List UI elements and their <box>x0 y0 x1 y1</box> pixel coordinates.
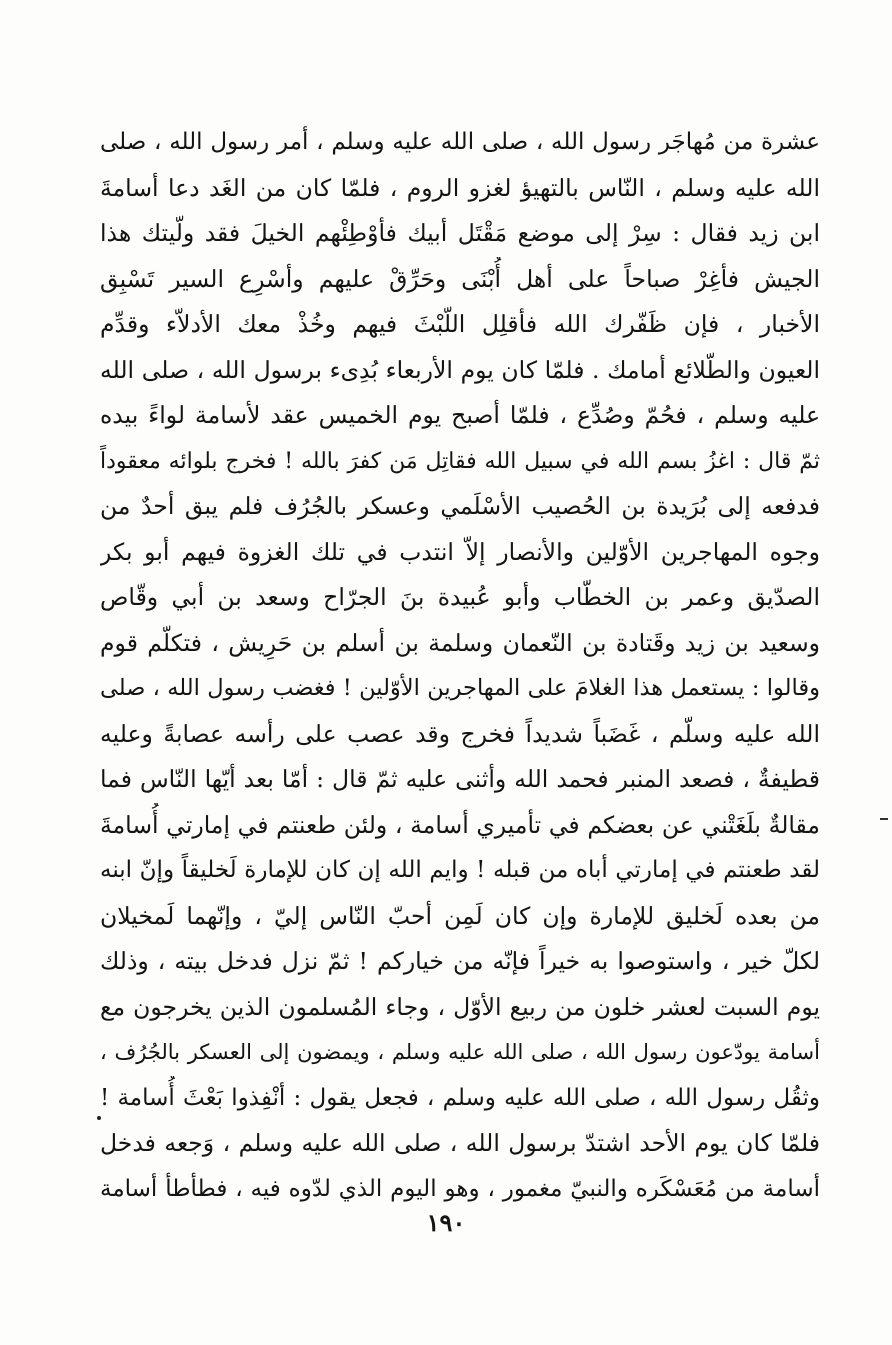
text-line: الجيش فأغِرْ صباحاً على أهل أُبْنَى وحَرِّقْ عليهم وأسْرِع السير تَسْبِق <box>100 264 820 293</box>
text-line: فلمّا كان يوم الأحد اشتدّ برسول الله ، صلى الله عليه وسلم ، وَجعه فدخل <box>100 1129 820 1157</box>
body-text <box>100 120 820 1212</box>
text-line: ثمّ قال : اغزُ بسم الله في سبيل الله فقاتِل مَن كفرَ بالله ! فخرج بلوائه معقوداً <box>100 448 820 474</box>
text-line: لكلّ خير ، واستوصوا به خيراً فإنّه من خياركم ! ثمّ نزل فدخل بيته ، وذلك <box>100 947 820 975</box>
scan-artifact-mark <box>880 818 888 820</box>
text-line: ابن زيد فقال : سِرْ إلى موضع مَقْتَل أبيك فأوْطِئْهم الخيلَ فقد ولّيتك هذا <box>100 219 820 247</box>
text-line: وسعيد بن زيد وقَتادة بن النّعمان وسلمة بن أسلم بن حَرِيش ، فتكلّم قوم <box>100 628 820 657</box>
text-line: فدفعه إلى بُرَيدة بن الحُصيب الأسْلَمي وعسكر بالجُرُف فلم يبق أحدٌ من <box>100 492 820 520</box>
text-line: وقالوا : يستعمل هذا الغلامَ على المهاجرين الأوّلين ! فغضب رسول الله ، صلى <box>100 675 820 701</box>
text-line: لقد طعنتم في إمارتي أباه من قبله ! وايم الله إن كان للإمارة لَخليقاً وإنّ ابنه <box>100 857 820 883</box>
text-line: وجوه المهاجرين الأوّلين والأنصار إلاّ انتدب في تلك الغزوة فيهم أبو بكر <box>100 537 820 566</box>
text-line: أسامة يودّعون رسول الله ، صلى الله عليه وسلم ، ويمضون إلى العسكر بالجُرُف ، <box>100 1040 820 1064</box>
text-line: من بعده لَخليق للإمارة وإن كان لَمِن أحبّ النّاس إليّ ، وإنّهما لَمخيلان <box>100 901 820 930</box>
text-line: أسامة من مُعَسْكَره والنبيّ مغمور ، وهو اليوم الذي لدّوه فيه ، فطأطأ أسامة <box>100 1175 820 1202</box>
text-line: وثقُل رسول الله ، صلى الله عليه وسلم ، فجعل يقول : أنْفِذوا بَعْثَ أُسامة ! <box>100 1084 820 1111</box>
text-line: الله عليه وسلم ، النّاس بالتهيؤ لغزو الروم ، فلمّا كان من الغَد دعا أسامةَ <box>100 173 820 202</box>
text-line: العيون والطّلائع أمامك . فلمّا كان يوم الأربعاء بُدِىء برسول الله ، صلى الله <box>100 355 820 384</box>
text-line: مقالةٌ بلَغَتْني عن بعضكم في تأميري أسامة ، ولئن طعنتم في إمارتي أُسامةَ <box>100 810 820 839</box>
text-line: الأخبار ، فإن ظَفّرك الله فأقلِل اللّبْثَ فيهم وخُذْ معك الأدلاّء وقدِّم <box>100 310 820 338</box>
scan-artifact-dot <box>97 1116 101 1120</box>
text-line: قطيفةٌ ، فصعد المنبر فحمد الله وأثنى عليه ثمّ قال : أمّا بعد أيّها النّاس فما <box>100 765 820 793</box>
text-line: يوم السبت لعشر خلون من ربيع الأوّل ، وجاء المُسلمون الذين يخرجون مع <box>100 992 820 1021</box>
text-line: عشرة من مُهاجَر رسول الله ، صلى الله عليه وسلم ، أمر رسول الله ، صلى <box>100 129 820 155</box>
page-number: ١٩٠ <box>426 1208 466 1237</box>
text-line: الله عليه وسلّم ، غَضَباً شديداً فخرج وقد عصب على رأسه عصابةً وعليه <box>100 719 820 748</box>
text-line: الصدّيق وعمر بن الخطّاب وأبو عُبيدة بنَ الجرّاح وسعد بن أبي وقّاص <box>100 583 820 611</box>
text-line: عليه وسلم ، فحُمّ وصُدِّع ، فلمّا أصبح يوم الخميس عقد لأسامة لواءً بيده <box>100 401 820 429</box>
